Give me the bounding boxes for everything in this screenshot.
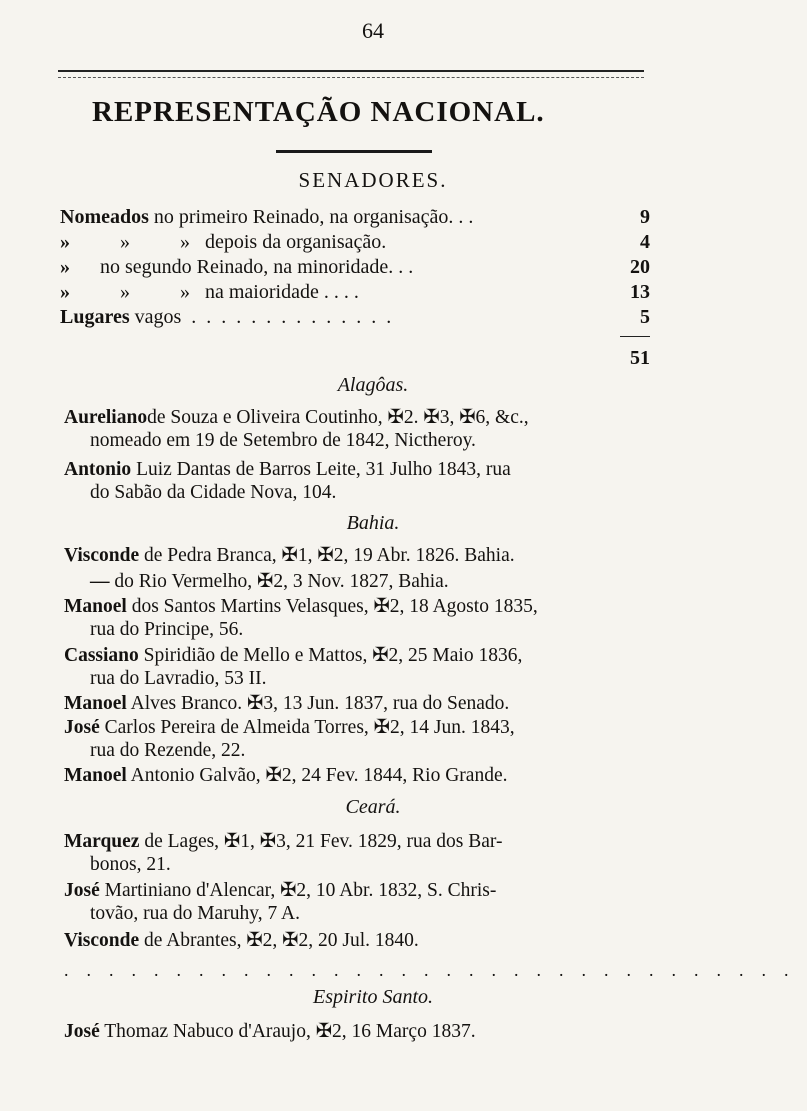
- entry-continuation: rua do Rezende, 22.: [90, 740, 246, 761]
- senator-entry: [90, 570, 680, 593]
- tally-caption: »: [60, 256, 70, 278]
- entry-text: Carlos Pereira de Almeida Torres, ✠2, 14 Jun. 1843,: [99, 717, 515, 738]
- entry-caption: —: [90, 571, 110, 592]
- tally-value: 9: [640, 206, 650, 228]
- region-heading: Ceará.: [345, 796, 401, 818]
- tally-row: [60, 256, 650, 282]
- entry-text: do Rio Vermelho, ✠2, 3 Nov. 1827, Bahia.: [109, 571, 449, 592]
- tally-row: [60, 281, 650, 307]
- entry-continuation: nomeado em 19 de Setembro de 1842, Nictheroy.: [90, 430, 476, 451]
- senator-entry: [64, 406, 654, 452]
- dotted-separator: .................................: [64, 960, 807, 980]
- senator-entry: [64, 830, 654, 876]
- header-rule: [58, 70, 644, 78]
- tally-value: 13: [630, 281, 650, 303]
- entry-text: Martiniano d'Alencar, ✠2, 10 Abr. 1832, S. Chris-: [99, 880, 497, 901]
- tally-label: no primeiro Reinado, na organisação. . .: [148, 206, 474, 228]
- tally-caption: »: [60, 231, 70, 253]
- entry-continuation: do Sabão da Cidade Nova, 104.: [90, 482, 337, 503]
- entry-text: Spiridião de Mello e Mattos, ✠2, 25 Maio 1836,: [138, 645, 523, 666]
- entry-caption: Antonio: [64, 459, 132, 480]
- senator-entry: [64, 544, 654, 567]
- senator-entry: [64, 764, 654, 787]
- entry-continuation: bonos, 21.: [90, 854, 171, 875]
- tally-value: 5: [640, 306, 650, 328]
- entry-text: de Pedra Branca, ✠1, ✠2, 19 Abr. 1826. Bahia.: [139, 545, 515, 566]
- page-title: REPRESENTAÇÃO NACIONAL.: [92, 96, 545, 128]
- region-heading: Espirito Santo.: [312, 986, 433, 1008]
- entry-continuation: tovão, rua do Maruhy, 7 A.: [90, 903, 300, 924]
- entry-text: Luiz Dantas de Barros Leite, 31 Julho 1843, rua: [131, 459, 511, 480]
- senator-entry: [64, 716, 654, 762]
- senator-entry: [64, 929, 654, 952]
- tally-row: [60, 206, 650, 232]
- entry-caption: Aureliano: [64, 407, 148, 428]
- tally-row: [60, 231, 650, 257]
- entry-continuation: rua do Principe, 56.: [90, 619, 244, 640]
- entry-caption: José: [64, 717, 100, 738]
- tally-value: 4: [640, 231, 650, 253]
- entry-text: de Abrantes, ✠2, ✠2, 20 Jul. 1840.: [139, 930, 419, 951]
- tally-total: 51: [630, 347, 650, 369]
- entry-text: Thomaz Nabuco d'Araujo, ✠2, 16 Março 1837.: [99, 1021, 476, 1042]
- tally-label: » » depois da organisação.: [70, 231, 387, 253]
- senator-entry: [64, 458, 654, 504]
- entry-text: de Lages, ✠1, ✠3, 21 Fev. 1829, rua dos Bar-: [139, 831, 503, 852]
- entry-caption: Manoel: [64, 596, 127, 617]
- tally-row: [60, 306, 650, 332]
- entry-caption: Manoel: [64, 693, 127, 714]
- senator-entry: [64, 879, 654, 925]
- entry-continuation: rua do Lavradio, 53 II.: [90, 668, 267, 689]
- tally-value: 20: [630, 256, 650, 278]
- senator-entry: [64, 1020, 654, 1043]
- entry-text: dos Santos Martins Velasques, ✠2, 18 Agosto 1835,: [126, 596, 538, 617]
- entry-text: Alves Branco. ✠3, 13 Jun. 1837, rua do Senado.: [126, 693, 510, 714]
- tally-caption: »: [60, 281, 70, 303]
- senator-entry: [64, 595, 654, 641]
- title-rule: [276, 150, 432, 153]
- entry-caption: Visconde: [64, 930, 140, 951]
- senator-entry: [64, 692, 654, 715]
- entry-text: de Souza e Oliveira Coutinho, ✠2. ✠3, ✠6, &c.,: [147, 407, 529, 428]
- section-heading: SENADORES.: [298, 168, 448, 192]
- tally-caption: Nomeados: [60, 206, 149, 228]
- entry-caption: Manoel: [64, 765, 127, 786]
- entry-caption: Visconde: [64, 545, 140, 566]
- entry-caption: José: [64, 880, 100, 901]
- entry-caption: Marquez: [64, 831, 140, 852]
- tally-label: » » na maioridade . . . .: [70, 281, 359, 303]
- region-heading: Bahia.: [346, 512, 400, 534]
- entry-caption: José: [64, 1021, 100, 1042]
- total-rule: [620, 336, 650, 337]
- entry-text: Antonio Galvão, ✠2, 24 Fev. 1844, Rio Grande.: [126, 765, 508, 786]
- entry-caption: Cassiano: [64, 645, 139, 666]
- page-number: 64: [362, 18, 384, 43]
- region-heading: Alagôas.: [337, 374, 409, 396]
- tally-caption: Lugares: [60, 306, 130, 328]
- senator-entry: [64, 644, 654, 690]
- tally-label: vagos . . . . . . . . . . . . . .: [129, 306, 392, 328]
- tally-label: no segundo Reinado, na minoridade. . .: [70, 256, 414, 278]
